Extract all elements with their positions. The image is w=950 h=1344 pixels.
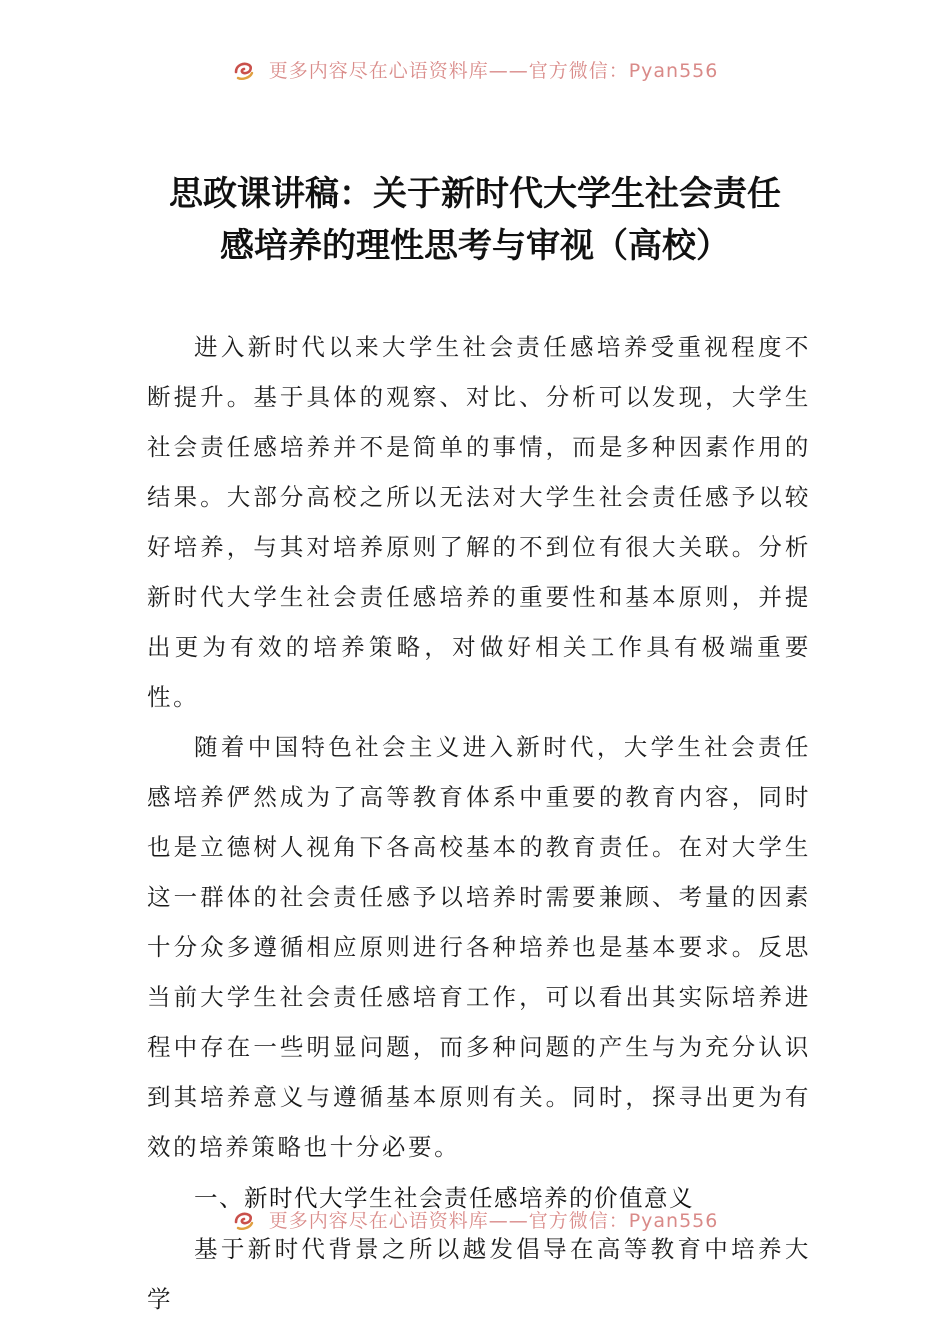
title-line-2: 感培养的理性思考与审视（高校）	[220, 226, 730, 266]
paragraph-section-start: 基于新时代背景之所以越发倡导在高等教育中培养大学	[147, 1235, 811, 1313]
watermark-header	[0, 56, 950, 83]
document-title	[100, 168, 850, 272]
title-line-1: 思政课讲稿：关于新时代大学生社会责任	[169, 174, 781, 214]
paragraph-intro: 进入新时代以来大学生社会责任感培养受重视程度不断提升。基于具体的观察、对比、分析可以发现，大学生社会责任感培养并不是简单的事情，而是多种因素作用的结果。大部分高校之所以无法对大学生社会责任感予以较好培养，与其对培养原则了解的不到位有很大关联。分析新时代大学生社会责任感培养的重要性和基本原则，并提出更为有效的培养策略，对做好相关工作具有极端重要性。	[147, 333, 811, 711]
logo-swirl-icon	[232, 1208, 256, 1232]
paragraph-context: 随着中国特色社会主义进入新时代，大学生社会责任感培养俨然成为了高等教育体系中重要的教育内容，同时也是立德树人视角下各高校基本的教育责任。在对大学生这一群体的社会责任感予以培养时需要兼顾、考量的因素十分众多遵循相应原则进行各种培养也是基本要求。反思当前大学生社会责任感培育工作，可以看出其实际培养进程中存在一些明显问题，而多种问题的产生与为充分认识到其培养意义与遵循基本原则有关。同时，探寻出更为有效的培养策略也十分必要。	[147, 733, 811, 1161]
watermark-text: 更多内容尽在心语资料库——官方微信：Pyan556	[268, 1210, 719, 1232]
logo-swirl-icon	[232, 58, 256, 82]
watermark-text: 更多内容尽在心语资料库——官方微信：Pyan556	[268, 60, 719, 82]
watermark-footer	[0, 1206, 950, 1233]
document-body	[147, 322, 811, 1324]
section-heading: 一、新时代大学生社会责任感培养的价值意义	[194, 1184, 694, 1212]
